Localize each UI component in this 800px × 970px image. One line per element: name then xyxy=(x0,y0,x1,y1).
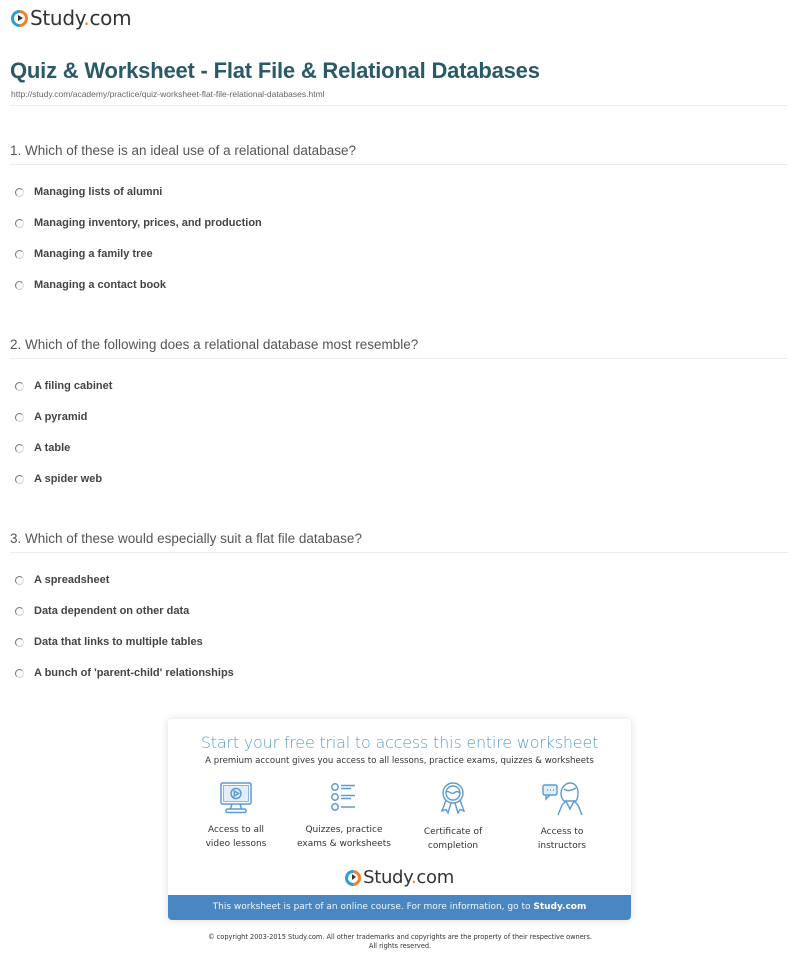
feature-label: instructors xyxy=(537,841,587,851)
page-title: Quiz & Worksheet - Flat File & Relational Databases xyxy=(10,58,540,83)
logo-text: Study.com xyxy=(363,867,454,888)
logo-text: Study.com xyxy=(30,6,132,30)
certificate-ribbon-icon xyxy=(435,781,471,817)
radio-button[interactable] xyxy=(15,281,24,290)
feature-label: Certificate of xyxy=(423,827,483,837)
radio-button[interactable] xyxy=(15,188,24,197)
feature-label: exams & worksheets xyxy=(297,839,391,849)
q1-option-2[interactable] xyxy=(15,217,262,229)
radio-button[interactable] xyxy=(15,413,24,422)
video-monitor-icon xyxy=(218,781,254,815)
feature-label: Access to all xyxy=(207,825,265,835)
q1-option-1[interactable] xyxy=(15,186,162,198)
divider xyxy=(10,552,788,553)
page-url: http://study.com/academy/practice/quiz-worksheet-flat-file-relational-databases.html xyxy=(11,89,325,99)
feature-certificate xyxy=(398,781,508,853)
feature-quizzes xyxy=(289,781,399,851)
feature-label: Quizzes, practice xyxy=(305,825,383,835)
q3-option-1[interactable] xyxy=(15,574,109,586)
feature-label: video lessons xyxy=(205,839,267,849)
promo-heading[interactable]: Start your free trial to access this entire worksheet xyxy=(200,733,599,752)
q3-option-2[interactable] xyxy=(15,605,189,617)
option-label: A filing cabinet xyxy=(34,380,113,392)
q1-option-4[interactable] xyxy=(15,279,166,291)
copyright-notice xyxy=(0,933,800,951)
option-label: A table xyxy=(34,442,71,454)
rights-reserved-line: All rights reserved. xyxy=(368,942,432,950)
divider xyxy=(10,358,788,359)
option-label: Managing inventory, prices, and production xyxy=(34,217,262,229)
banner-text: This worksheet is part of an online course. For more information, go to xyxy=(212,902,534,912)
radio-button[interactable] xyxy=(15,444,24,453)
radio-button[interactable] xyxy=(15,250,24,259)
feature-instructors xyxy=(507,781,617,853)
play-circle-icon xyxy=(345,870,361,886)
q2-option-1[interactable] xyxy=(15,380,112,392)
copyright-line: © copyright 2003-2015 Study.com. All other trademarks and copyrights are the property of their respective owners. xyxy=(207,933,593,941)
q1-option-3[interactable] xyxy=(15,248,153,260)
q3-option-4[interactable] xyxy=(15,667,234,679)
checklist-icon xyxy=(326,781,362,815)
divider xyxy=(10,164,788,165)
option-label: A pyramid xyxy=(34,411,88,423)
radio-button[interactable] xyxy=(15,219,24,228)
radio-button[interactable] xyxy=(15,607,24,616)
option-label: A bunch of 'parent-child' relationships xyxy=(34,667,234,679)
option-label: A spider web xyxy=(34,473,103,485)
instructor-chat-icon xyxy=(540,781,584,817)
option-label: Data that links to multiple tables xyxy=(34,636,203,648)
divider xyxy=(10,105,788,106)
free-trial-card[interactable] xyxy=(168,719,631,920)
q2-option-2[interactable] xyxy=(15,411,87,423)
option-label: Data dependent on other data xyxy=(34,605,190,617)
option-label: Managing a family tree xyxy=(34,248,153,260)
feature-video-lessons xyxy=(181,781,291,851)
option-label: Managing a contact book xyxy=(34,279,167,291)
radio-button[interactable] xyxy=(15,475,24,484)
radio-button[interactable] xyxy=(15,576,24,585)
radio-button[interactable] xyxy=(15,669,24,678)
question-2: 2. Which of the following does a relational database most resemble? xyxy=(10,337,419,352)
promo-study-logo[interactable] xyxy=(168,867,631,888)
question-1: 1. Which of these is an ideal use of a relational database? xyxy=(10,143,356,158)
option-label: A spreadsheet xyxy=(34,574,110,586)
study-com-link[interactable]: Study.com xyxy=(533,902,587,912)
feature-label: Access to xyxy=(540,827,584,837)
question-3: 3. Which of these would especially suit a flat file database? xyxy=(10,531,362,546)
q2-option-4[interactable] xyxy=(15,473,102,485)
q2-option-3[interactable] xyxy=(15,442,70,454)
promo-subheading: A premium account gives you access to all lessons, practice exams, quizzes & worksheets xyxy=(205,756,594,766)
play-circle-icon xyxy=(11,10,28,27)
q3-option-3[interactable] xyxy=(15,636,203,648)
radio-button[interactable] xyxy=(15,382,24,391)
feature-label: completion xyxy=(427,841,479,851)
radio-button[interactable] xyxy=(15,638,24,647)
option-label: Managing lists of alumni xyxy=(34,186,163,198)
course-info-banner xyxy=(168,895,631,920)
study-logo[interactable] xyxy=(11,7,131,29)
